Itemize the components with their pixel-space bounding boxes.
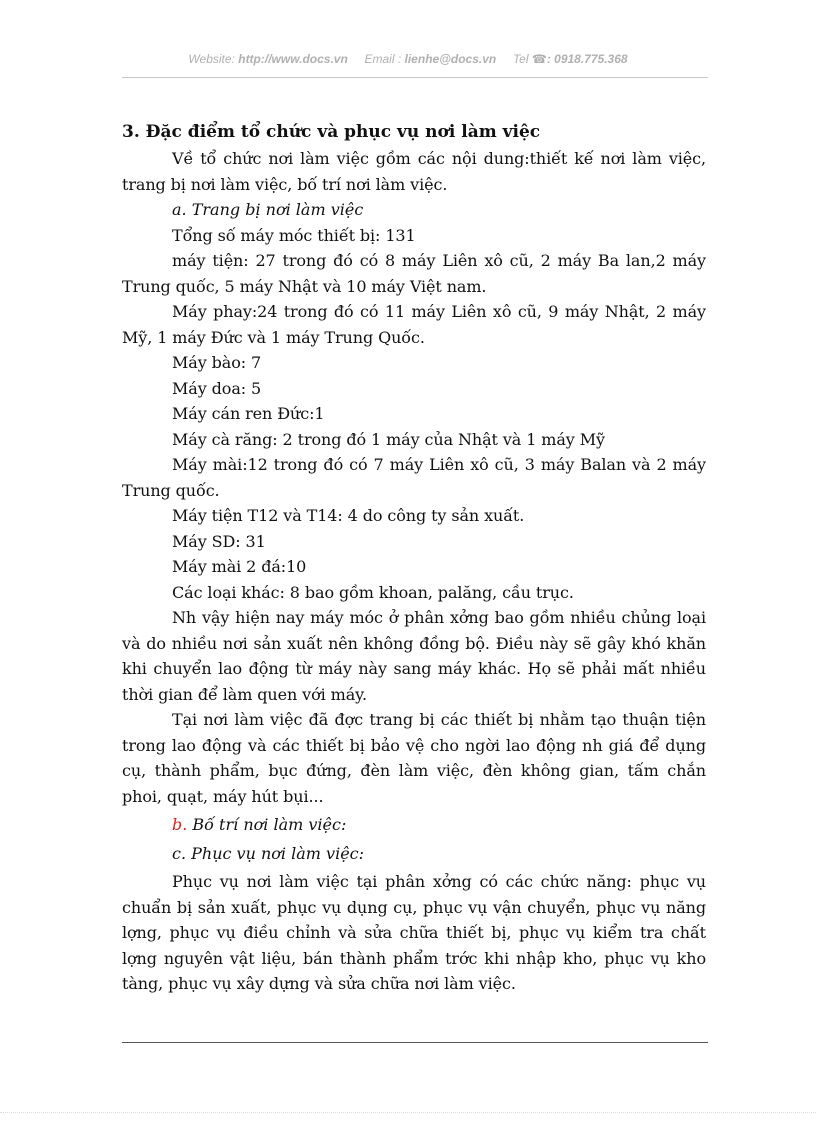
footer-divider [122, 1042, 708, 1043]
summary-paragraph: Nh vậy hiện nay máy móc ở phân xởng bao gồm nhiều chủng loại và do nhiều nơi sản xuất nên không đồng bộ. Điều này sẽ gây khó khăn khi chuyển lao động từ máy này sang máy khác. Họ sẽ phải mất nhiều thời gian để làm quen với máy. [122, 608, 706, 704]
equipment-item: Máy cán ren Đức:1 [172, 404, 325, 423]
page-edge [0, 1112, 816, 1113]
document-body [122, 118, 706, 997]
tel-label: Tel [512, 52, 529, 66]
website-link[interactable]: http://www.docs.vn [238, 52, 348, 66]
equipment-item: máy tiện: 27 trong đó có 8 máy Liên xô cũ, 2 máy Ba lan,2 máy Trung quốc, 5 máy Nhật và 10 máy Việt nam. [122, 251, 706, 296]
equipment-item: Máy SD: 31 [172, 531, 266, 551]
equipment-item: Tổng số máy móc thiết bị: 131 [172, 225, 416, 245]
equipment-item: Máy doa: 5 [172, 378, 262, 398]
equipment-item: Máy tiện T12 và T14: 4 do công ty sản xuất. [172, 506, 525, 525]
section-title: 3. Đặc điểm tổ chức và phục vụ nơi làm việc [122, 122, 541, 142]
equipment-item: Máy mài:12 trong đó có 7 máy Liên xô cũ, 3 máy Balan và 2 máy Trung quốc. [122, 455, 706, 500]
phone-icon: ☎ [531, 52, 547, 66]
page-header [0, 52, 816, 66]
equipment-item: Máy mài 2 đá:10 [172, 557, 307, 576]
website-label: Website: [188, 52, 235, 66]
email-link[interactable]: lienhe@docs.vn [404, 52, 497, 66]
subsection-b-letter: b. [172, 815, 188, 834]
equipment-item: Các loại khác: 8 bao gồm khoan, palăng, cầu trục. [172, 582, 574, 602]
equipment-item: Máy phay:24 trong đó có 11 máy Liên xô cũ, 9 máy Nhật, 2 máy Mỹ, 1 máy Đức và 1 máy Trung Quốc. [122, 302, 706, 347]
header-divider [122, 77, 708, 78]
tools-paragraph: Tại nơi làm việc đã đợc trang bị các thiết bị nhằm tạo thuận tiện trong lao động và các thiết bị bảo vệ cho ngời lao động nh giá để dụng cụ, thành phẩm, bục đứng, đèn làm việc, đèn không gian, tấm chắn phoi, quạt, máy hút bụi... [122, 710, 706, 806]
subsection-b-text: Bố trí nơi làm việc: [187, 815, 347, 834]
tel-value: : 0918.775.368 [546, 52, 628, 66]
equipment-item: Máy bào: 7 [172, 353, 262, 372]
service-paragraph: Phục vụ nơi làm việc tại phân xởng có các chức năng: phục vụ chuẩn bị sản xuất, phục vụ dụng cụ, phục vụ vận chuyển, phục vụ năng lợng, phục vụ điều chỉnh và sửa chữa thiết bị, phục vụ kiểm tra chất lợng nguyên vật liệu, bán thành phẩm trớc khi nhập kho, phục vụ kho tàng, phục vụ xây dựng và sửa chữa nơi làm việc. [122, 872, 706, 993]
subsection-b-title [122, 812, 706, 838]
email-label: Email : [364, 52, 402, 66]
equipment-item: Máy cà răng: 2 trong đó 1 máy của Nhật và 1 máy Mỹ [172, 429, 605, 449]
subsection-c-title: c. Phục vụ nơi làm việc: [172, 843, 365, 863]
subsection-a-title: a. Trang bị nơi làm việc [172, 200, 364, 219]
intro-paragraph: Về tổ chức nơi làm việc gồm các nội dung:thiết kế nơi làm việc, trang bị nơi làm việc, bố trí nơi làm việc. [122, 149, 706, 194]
